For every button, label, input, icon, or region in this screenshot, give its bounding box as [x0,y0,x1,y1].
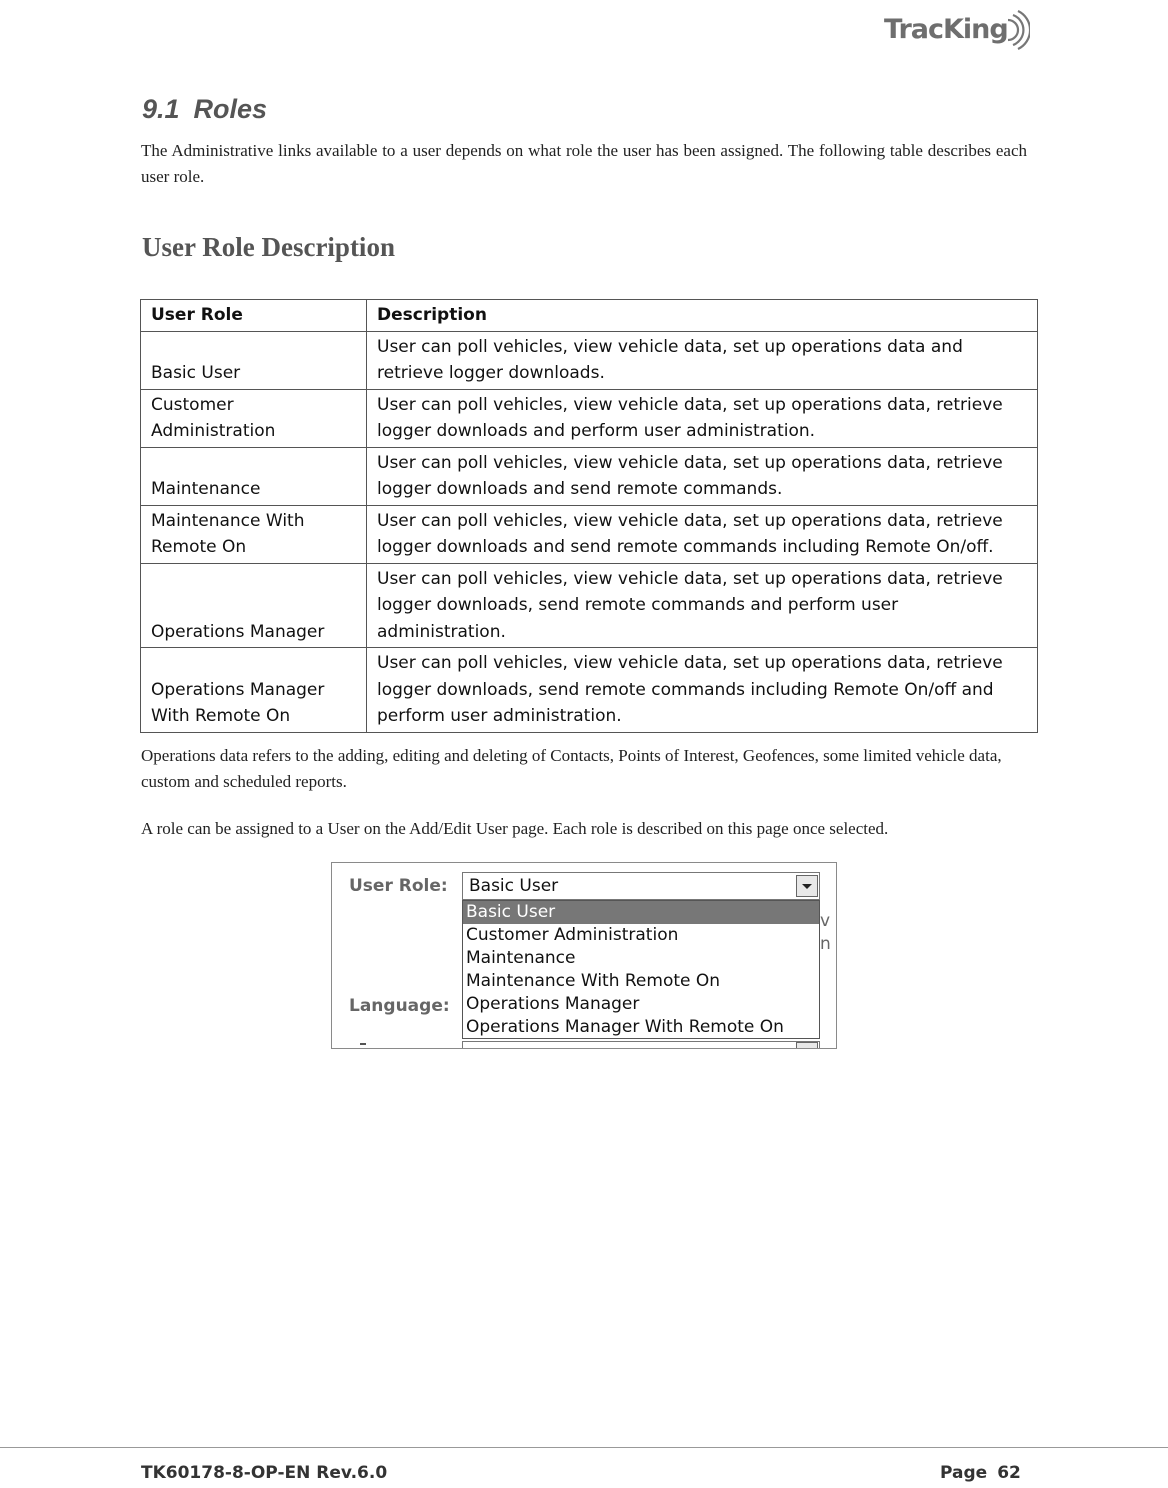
chevron-down-icon [797,876,817,896]
option-basic-user[interactable]: Basic User [463,901,819,924]
user-role-select[interactable] [462,872,820,900]
section-heading [142,94,267,125]
page-indicator [940,1463,1021,1483]
option-customer-administration[interactable]: Customer Administration [466,925,679,945]
background-text-fragment: n [820,934,831,954]
role-cell: Maintenance With Remote On [141,505,367,563]
add-edit-user-screenshot [331,862,837,1049]
intro-paragraph: The Administrative links available to a user depends on what role the user has been assigned. The following table describes each user role. [141,141,1027,186]
page-label: Page [940,1463,988,1483]
secondary-select[interactable] [462,1041,820,1049]
user-role-select-value: Basic User [469,876,559,896]
divider [360,1043,366,1045]
description-cell: User can poll vehicles, view vehicle data, set up operations data and retrieve logger downloads. [367,331,1038,389]
option-maintenance[interactable]: Maintenance [466,948,576,968]
role-cell: Maintenance [141,447,367,505]
section-title: Roles [193,94,268,124]
language-label: Language: [349,996,450,1016]
table-row [141,389,1038,447]
table-row [141,505,1038,563]
header-user-role: User Role [141,300,367,332]
table-row [141,447,1038,505]
user-role-label: User Role: [349,876,448,896]
option-operations-manager-with-remote-on[interactable]: Operations Manager With Remote On [466,1017,784,1037]
description-cell: User can poll vehicles, view vehicle data, set up operations data, retrieve logger downloads and send remote commands. [367,447,1038,505]
option-maintenance-with-remote-on[interactable]: Maintenance With Remote On [466,971,721,991]
role-assignment-note: A role can be assigned to a User on the Add/Edit User page. Each role is described on this page once selected. [141,819,889,838]
chevron-down-icon [797,1043,817,1049]
table-row [141,331,1038,389]
page-number: 62 [997,1463,1021,1483]
role-cell: Operations Manager With Remote On [141,648,367,733]
option-operations-manager[interactable]: Operations Manager [466,994,640,1014]
table-title: User Role Description [142,232,395,262]
header-description: Description [367,300,1038,332]
document-id: TK60178-8-OP-EN Rev.6.0 [141,1463,388,1483]
operations-data-note: Operations data refers to the adding, editing and deleting of Contacts, Points of Interest, Geofences, some limited vehicle data, custom and scheduled reports. [141,746,1002,791]
role-cell: Basic User [141,331,367,389]
background-text-fragment: v [820,911,831,931]
dropdown-arrow-button[interactable] [796,1042,818,1049]
description-cell: User can poll vehicles, view vehicle data, set up operations data, retrieve logger downloads and send remote commands including Remote On/off. [367,505,1038,563]
table-row [141,648,1038,733]
role-cell: Operations Manager [141,563,367,648]
role-cell: Customer Administration [141,389,367,447]
section-number: 9.1 [142,94,180,124]
description-cell: User can poll vehicles, view vehicle data, set up operations data, retrieve logger downloads and perform user administration. [367,389,1038,447]
dropdown-arrow-button[interactable] [796,875,818,897]
user-role-options-list[interactable] [462,900,820,1039]
user-role-table [140,299,1038,733]
description-cell: User can poll vehicles, view vehicle data, set up operations data, retrieve logger downloads, send remote commands including Remote On/off and perform user administration. [367,648,1038,733]
logo-wordmark: TracKing [884,14,1008,45]
tracking-logo [880,6,1030,54]
description-cell: User can poll vehicles, view vehicle data, set up operations data, retrieve logger downloads, send remote commands and perform user administration. [367,563,1038,648]
table-header-row [141,300,1038,332]
footer-divider [0,1447,1168,1448]
table-row [141,563,1038,648]
